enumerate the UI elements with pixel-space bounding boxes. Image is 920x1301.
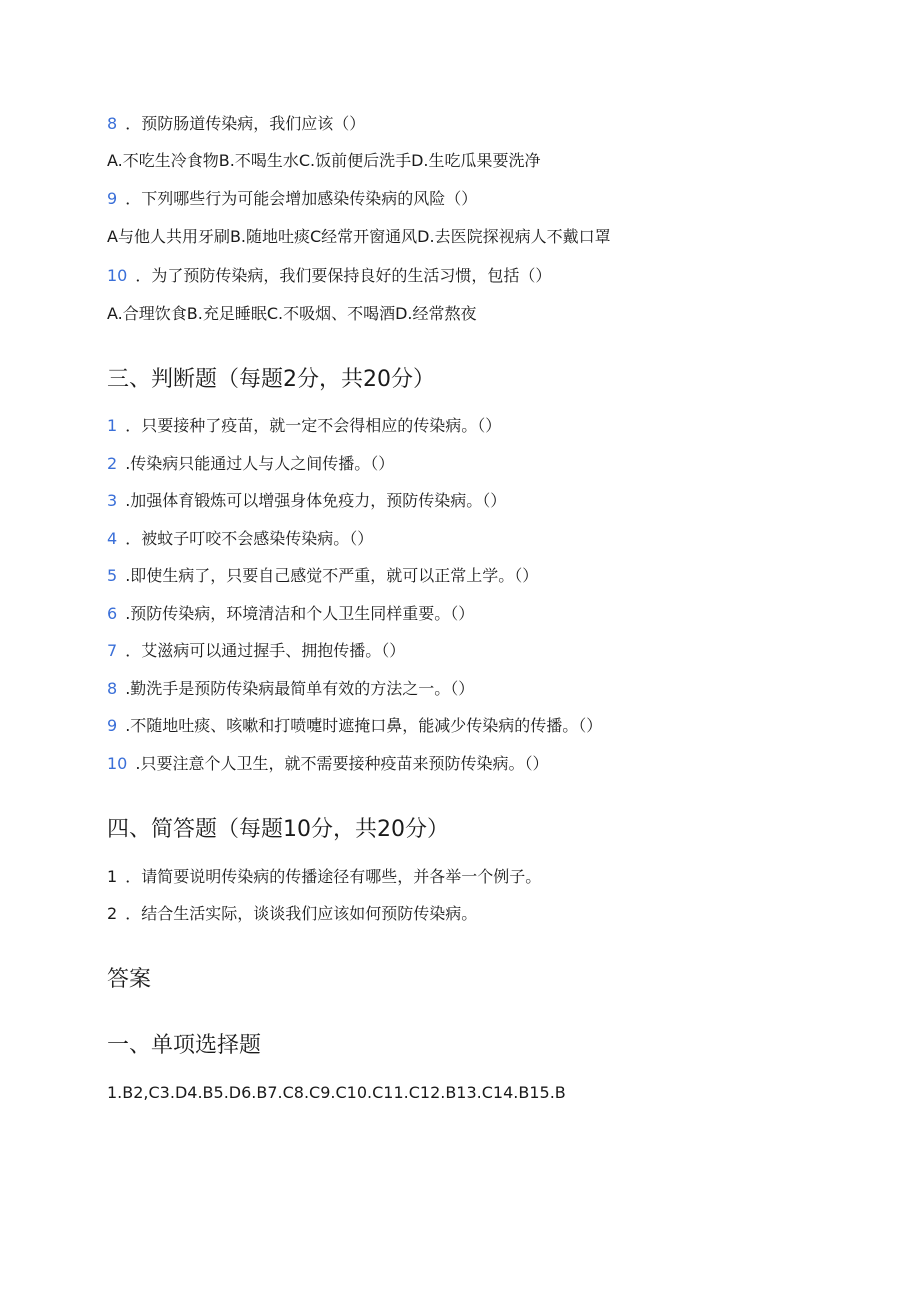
- answers-section-1-title: 一、单项选择题: [107, 1033, 262, 1058]
- judge-item: [107, 641, 405, 661]
- judge-item: [107, 679, 474, 699]
- item-number: 2: [107, 454, 118, 473]
- answers-title: 答案: [107, 967, 152, 992]
- item-number: 9: [107, 716, 118, 735]
- judge-item: [107, 716, 602, 736]
- short-answer-item: [107, 904, 477, 924]
- item-text: ．结合生活实际，谈谈我们应该如何预防传染病。: [125, 904, 478, 923]
- item-text: .预防传染病，环境清洁和个人卫生同样重要。（）: [125, 604, 475, 623]
- judge-item: [107, 566, 538, 586]
- item-number: 5: [107, 566, 118, 585]
- question-9: [107, 189, 477, 209]
- judge-item: [107, 529, 373, 549]
- item-text: ．只要接种了疫苗，就一定不会得相应的传染病。（）: [125, 416, 502, 435]
- answers-section-1-text: 1.B2,C3.D4.B5.D6.B7.C8.C9.C10.C11.C12.B13.C14.B15.B: [107, 1083, 566, 1102]
- question-number: 9: [107, 189, 118, 208]
- judge-item: [107, 491, 506, 511]
- short-answer-item: [107, 867, 541, 887]
- item-text: .加强体育锻炼可以增强身体免疫力，预防传染病。（）: [125, 491, 507, 510]
- judge-item: [107, 416, 501, 436]
- section-3-title: 三、判断题（每题2分，共20分）: [107, 367, 435, 392]
- item-text: ．艾滋病可以通过握手、拥抱传播。（）: [125, 641, 406, 660]
- item-number: 6: [107, 604, 118, 623]
- question-8: [107, 114, 365, 134]
- item-text: .传染病只能通过人与人之间传播。（）: [125, 454, 395, 473]
- question-number: 8: [107, 114, 118, 133]
- item-text: .即使生病了，只要自己感觉不严重，就可以正常上学。（）: [125, 566, 539, 585]
- question-text: ．预防肠道传染病，我们应该（）: [125, 114, 366, 133]
- question-10-options: [107, 304, 476, 324]
- judge-item: [107, 604, 474, 624]
- item-text: .不随地吐痰、咳嗽和打喷嚏时遮掩口鼻，能减少传染病的传播。（）: [125, 716, 603, 735]
- item-text: ．被蚊子叮咬不会感染传染病。（）: [125, 529, 374, 548]
- question-text: ．下列哪些行为可能会增加感染传染病的风险（）: [125, 189, 478, 208]
- question-9-options: [107, 227, 611, 247]
- question-text: ．为了预防传染病，我们要保持良好的生活习惯，包括（）: [135, 266, 552, 285]
- options-text: A与他人共用牙刷B.随地吐痰C经常开窗通风D.去医院探视病人不戴口罩: [107, 227, 611, 246]
- item-number: 8: [107, 679, 118, 698]
- item-number: 7: [107, 641, 118, 660]
- item-text: ．请简要说明传染病的传播途径有哪些，并各举一个例子。: [125, 867, 542, 886]
- item-number: 3: [107, 491, 118, 510]
- item-text: .只要注意个人卫生，就不需要接种疫苗来预防传染病。（）: [135, 754, 549, 773]
- item-number: 10: [107, 754, 128, 773]
- item-text: .勤洗手是预防传染病最简单有效的方法之一。（）: [125, 679, 475, 698]
- question-8-options: [107, 151, 540, 171]
- judge-item: [107, 754, 548, 774]
- question-10: [107, 266, 551, 286]
- question-number: 10: [107, 266, 128, 285]
- item-number: 1: [107, 416, 118, 435]
- item-number: 2: [107, 904, 118, 923]
- judge-item: [107, 454, 394, 474]
- item-number: 1: [107, 867, 118, 886]
- options-text: A.不吃生冷食物B.不喝生水C.饭前便后洗手D.生吃瓜果要洗净: [107, 151, 541, 170]
- options-text: A.合理饮食B.充足睡眠C.不吸烟、不喝酒D.经常熬夜: [107, 304, 477, 323]
- item-number: 4: [107, 529, 118, 548]
- section-4-title: 四、简答题（每题10分，共20分）: [107, 817, 449, 842]
